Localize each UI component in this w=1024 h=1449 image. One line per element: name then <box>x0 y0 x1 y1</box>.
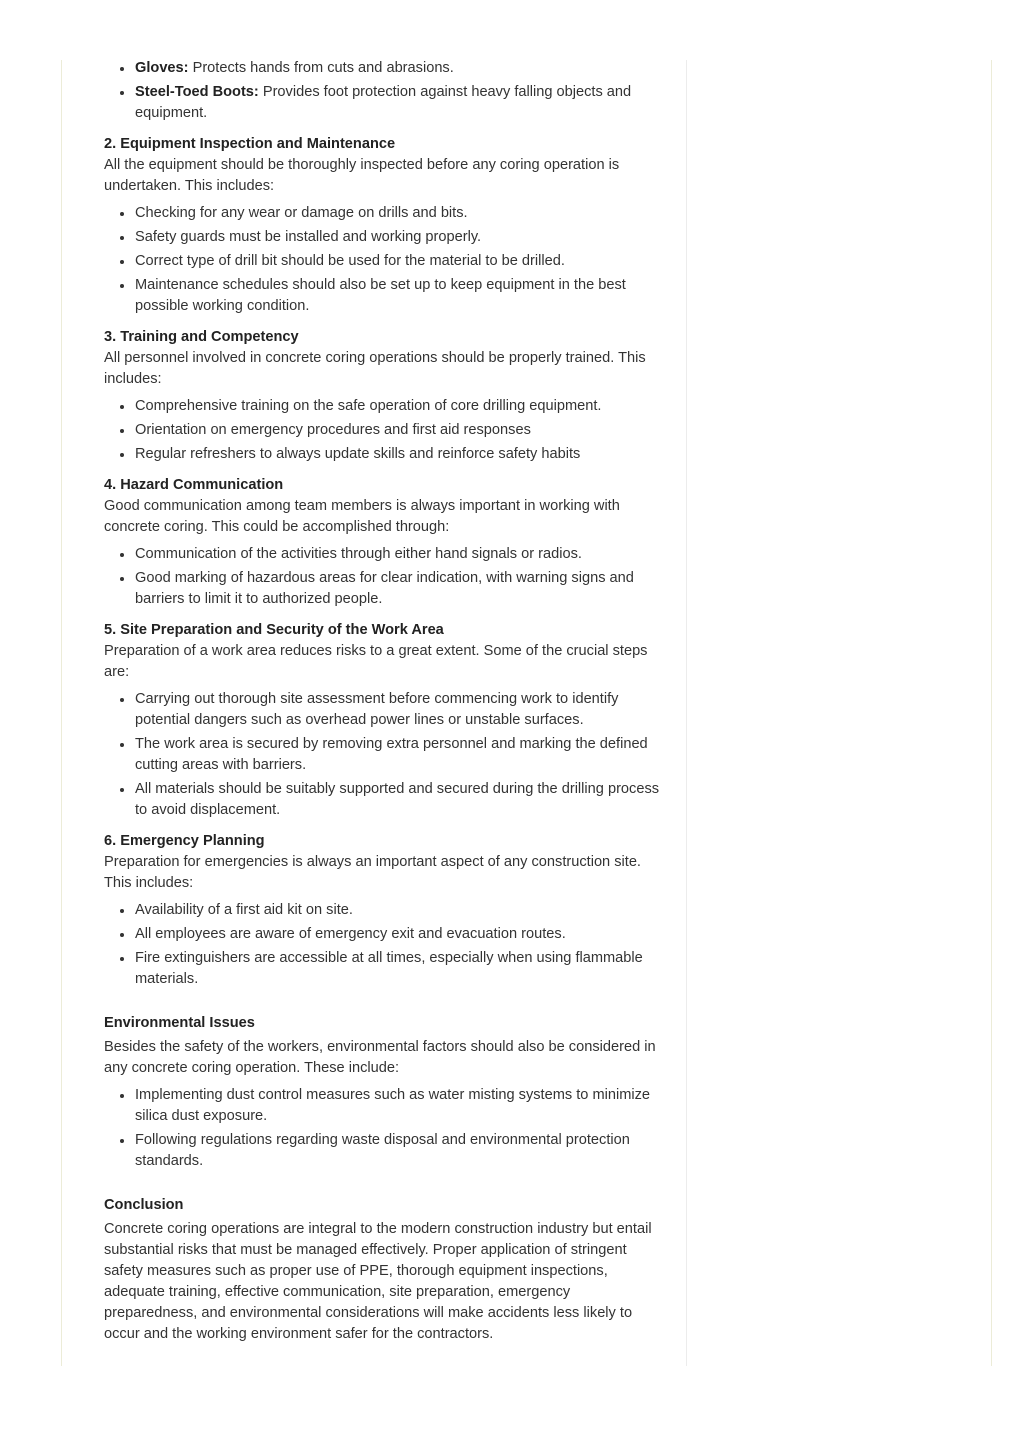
section-environmental-issues <box>104 1012 664 1172</box>
section-training <box>104 327 664 465</box>
list-item: Correct type of drill bit should be used for the material to be drilled. <box>135 251 664 272</box>
ppe-item-text: Protects hands from cuts and abrasions. <box>188 60 454 76</box>
section-equipment-inspection <box>104 134 664 317</box>
section-list <box>104 203 664 317</box>
list-item: Following regulations regarding waste disposal and environmental protection standards. <box>135 1130 664 1172</box>
section-intro: Besides the safety of the workers, environmental factors should also be considered in any concrete coring operation. These include: <box>104 1039 656 1076</box>
column-divider-line <box>686 60 687 1366</box>
list-item: Maintenance schedules should also be set up to keep equipment in the best possible working condition. <box>135 275 664 317</box>
section-heading: Conclusion <box>104 1197 184 1213</box>
list-item <box>135 82 664 124</box>
article-body <box>104 58 664 1345</box>
list-item <box>135 58 664 79</box>
ppe-item-label: Gloves: <box>135 60 189 76</box>
section-list <box>104 900 664 990</box>
section-intro: Preparation for emergencies is always an important aspect of any construction site. This includes: <box>104 854 641 891</box>
list-item: Safety guards must be installed and working properly. <box>135 227 664 248</box>
section-heading: 5. Site Preparation and Security of the Work Area <box>104 622 444 638</box>
section-heading: 4. Hazard Communication <box>104 477 284 493</box>
section-heading: Environmental Issues <box>104 1015 255 1031</box>
ppe-item-label: Steel-Toed Boots: <box>135 84 259 100</box>
section-intro: All the equipment should be thoroughly inspected before any coring operation is undertaken. This includes: <box>104 157 620 194</box>
list-item: Comprehensive training on the safe operation of core drilling equipment. <box>135 396 664 417</box>
left-border-line <box>61 60 62 1366</box>
list-item: Implementing dust control measures such as water misting systems to minimize silica dust exposure. <box>135 1085 664 1127</box>
ppe-item-text: Provides foot protection against heavy falling objects and equipment. <box>135 84 632 121</box>
section-list <box>104 689 664 821</box>
section-intro: Preparation of a work area reduces risks to a great extent. Some of the crucial steps are: <box>104 643 648 680</box>
section-emergency-planning <box>104 831 664 990</box>
section-list <box>104 396 664 465</box>
list-item: Fire extinguishers are accessible at all times, especially when using flammable materials. <box>135 948 664 990</box>
section-heading: 3. Training and Competency <box>104 329 299 345</box>
section-site-preparation <box>104 620 664 821</box>
section-heading: 6. Emergency Planning <box>104 833 265 849</box>
list-item: The work area is secured by removing extra personnel and marking the defined cutting areas with barriers. <box>135 734 664 776</box>
section-list <box>104 544 664 610</box>
ppe-list <box>104 58 664 124</box>
section-conclusion <box>104 1194 664 1345</box>
section-hazard-communication <box>104 475 664 610</box>
list-item: Regular refreshers to always update skills and reinforce safety habits <box>135 444 664 465</box>
section-heading: 2. Equipment Inspection and Maintenance <box>104 136 396 152</box>
right-border-line <box>991 60 992 1366</box>
conclusion-paragraph: Concrete coring operations are integral to the modern construction industry but entail substantial risks that must be managed effectively. Proper application of stringent safety measures such as proper use of PPE, thorough equipment inspections, adequate training, effective communication, site preparation, emergency preparedness, and environmental considerations will make accidents less likely to occur and the working environment safer for the contractors. <box>104 1221 652 1342</box>
section-list <box>104 1085 664 1172</box>
list-item: Communication of the activities through either hand signals or radios. <box>135 544 664 565</box>
list-item: Good marking of hazardous areas for clear indication, with warning signs and barriers to limit it to authorized people. <box>135 568 664 610</box>
section-intro: Good communication among team members is always important in working with concrete coring. This could be accomplished through: <box>104 498 620 535</box>
list-item: All employees are aware of emergency exit and evacuation routes. <box>135 924 664 945</box>
list-item: Carrying out thorough site assessment before commencing work to identify potential dangers such as overhead power lines or unstable surfaces. <box>135 689 664 731</box>
section-intro: All personnel involved in concrete coring operations should be properly trained. This includes: <box>104 350 646 387</box>
list-item: All materials should be suitably supported and secured during the drilling process to avoid displacement. <box>135 779 664 821</box>
list-item: Checking for any wear or damage on drills and bits. <box>135 203 664 224</box>
list-item: Orientation on emergency procedures and first aid responses <box>135 420 664 441</box>
list-item: Availability of a first aid kit on site. <box>135 900 664 921</box>
